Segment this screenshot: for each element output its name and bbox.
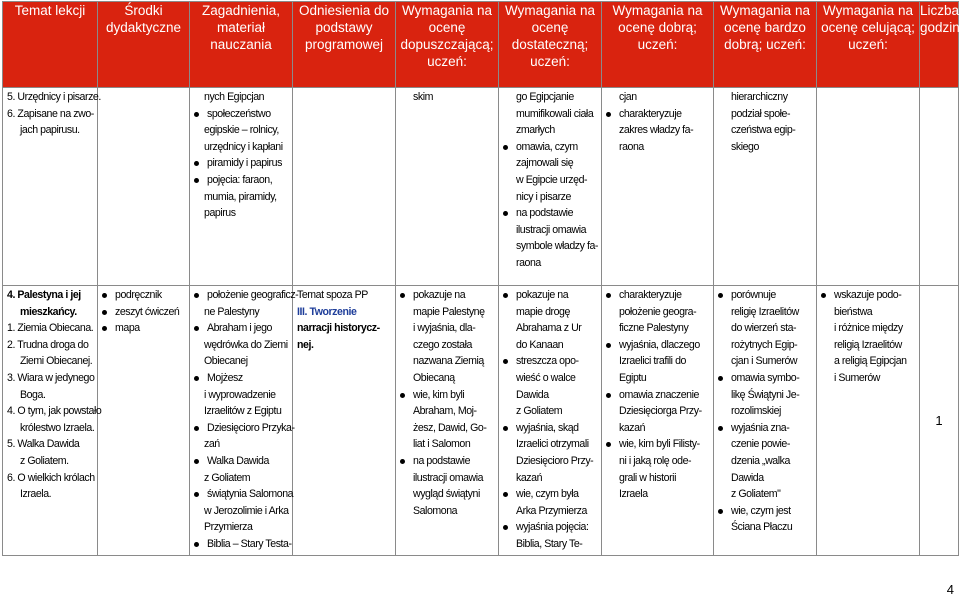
header-cell: Wymagania na ocenę bardzo dobrą; uczeń: (714, 2, 817, 88)
bullet-item: porównuje (718, 287, 814, 304)
bullet-item: wskazuje podo- (821, 287, 917, 304)
text-line: Dziesięcioro Przy- (516, 454, 594, 467)
text-line: ilustracji omawia (516, 223, 587, 236)
bullet-item: wyjaśnia, dlaczego (606, 337, 711, 354)
text-line: Izraela (619, 488, 648, 501)
cell-content (293, 286, 395, 353)
text-line: narracji historycz- (297, 322, 380, 335)
text-line: ficzne Palestyny (619, 322, 689, 335)
cell-content (3, 88, 101, 139)
bullet-item: wie, czym była (503, 486, 599, 503)
text-line: w Jerozolimie i Arka (204, 504, 289, 517)
text-line: Obiecaną (413, 371, 455, 384)
text-line: bieństwa (834, 305, 873, 318)
table-cell (98, 286, 190, 556)
table-cell (499, 286, 602, 556)
text-line: i wyprowadzenie (204, 388, 276, 401)
text-line: ne Palestyny (204, 305, 260, 318)
text-line: Przymierza (204, 521, 253, 534)
text-line: grali w historii (619, 471, 676, 484)
text-line: cjan (619, 91, 637, 103)
text-line: raona (619, 140, 644, 153)
bullet-item: streszcza opo- (503, 353, 599, 370)
table-row (3, 88, 959, 286)
table-body (3, 88, 959, 556)
header-cell: Wymagania na ocenę dostateczną; uczeń: (499, 2, 602, 88)
hours-cell: 1 (920, 286, 959, 556)
bullet-item: Abraham i jego (194, 320, 290, 337)
text-line: jach papirusu. (20, 124, 80, 137)
text-line: Izraelici trafili do (619, 355, 686, 368)
header-cell: Wymagania na ocenę dopuszczającą; uczeń: (396, 2, 499, 88)
text-line: Dawida (516, 388, 549, 401)
text-line: skim (413, 91, 433, 103)
text-line: Obiecanej (204, 355, 248, 368)
page-number: 4 (946, 582, 954, 597)
table-cell (98, 88, 190, 286)
table-cell (920, 88, 959, 286)
header-cell: Odniesienia do podstawy programowej (293, 2, 396, 88)
cell-content (396, 88, 498, 106)
text-line: mapie Palestynę (413, 305, 485, 318)
text-line: z Goliatem (204, 471, 251, 484)
text-line: królestwo Izraela. (20, 421, 95, 434)
text-line: Boga. (20, 388, 46, 401)
header-cell: Zagadnienia, materiał nauczania (190, 2, 293, 88)
text-line: położenie geogra- (619, 305, 697, 318)
text-line: urzędnicy i kapłani (204, 140, 283, 153)
bullet-item: omawia, czym (503, 139, 599, 156)
text-line: Izraelici otrzymali (516, 438, 589, 451)
text-line: rozolimskiej (731, 405, 781, 418)
bullet-item: charakteryzuje (606, 287, 711, 304)
text-line: i wyjaśnia, dla- (413, 322, 476, 335)
text-line: nych Egipcjan (204, 91, 265, 103)
bullet-item: świątynia Salomona (194, 486, 290, 503)
table-cell (3, 88, 101, 286)
bullet-item: omawia symbo- (718, 370, 814, 387)
bullet-item: Dziesięcioro Przyka- (194, 420, 290, 437)
text-line: a religią Egipcjan (834, 355, 907, 368)
cell-content (817, 88, 919, 89)
table-cell (190, 88, 293, 286)
header-cell: Temat lekcji (3, 2, 98, 88)
text-line: nazwana Ziemią (413, 355, 484, 368)
table-cell (190, 286, 299, 556)
bullet-item: pokazuje na (503, 287, 599, 304)
text-line: religią Izraelitów (834, 338, 902, 351)
text-line: wygląd świątyni (413, 488, 480, 501)
text-line: liat i Salomon (413, 438, 471, 451)
header-row (3, 2, 959, 88)
text-line: dzenia „walka (731, 454, 790, 467)
bullet-item: Walka Dawida (194, 453, 290, 470)
text-line: mumifikowali ciała (516, 107, 594, 120)
text-line: mapie drogę (516, 305, 570, 318)
text-line: papirus (204, 207, 236, 220)
header-cell: Wymagania na ocenę dobrą; uczeń: (602, 2, 714, 88)
text-line: czenie powie- (731, 438, 790, 451)
table-cell (817, 88, 920, 286)
bullet-item: charakteryzuje (606, 106, 711, 123)
text-line: kazań (619, 421, 646, 434)
text-line: 1. Ziemia Obiecana. (7, 322, 94, 335)
table-cell (293, 88, 396, 286)
cell-content (714, 286, 816, 536)
table-cell (293, 286, 396, 556)
text-line: skiego (731, 140, 759, 153)
text-line: z Goliatem" (731, 488, 781, 501)
bullet-item: na podstawie (503, 205, 599, 222)
text-line: 6. O wielkich królach (7, 471, 95, 484)
text-line: mumia, piramidy, (204, 190, 277, 203)
table-cell (499, 88, 602, 286)
bullet-item: wie, kim byli Filisty- (606, 436, 711, 453)
header-cell: Środki dydaktyczne (98, 2, 190, 88)
text-line: cjan i Sumerów (731, 355, 798, 368)
cell-content (714, 88, 816, 155)
text-line: Dawida (731, 471, 764, 484)
text-line: Dziesięciorga Przy- (619, 405, 702, 418)
cell-content (98, 88, 189, 89)
text-line: kazań (516, 471, 543, 484)
table-cell (3, 286, 102, 556)
text-line: 2. Trudna droga do (7, 338, 89, 351)
bullet-item: wie, kim byli (400, 387, 496, 404)
text-line: Izraela. (20, 488, 52, 501)
text-line: 4. Palestyna i jej (7, 289, 81, 301)
bullet-item: podręcznik (102, 287, 187, 304)
text-line: podział społe- (731, 107, 791, 120)
text-line: czeństwa egip- (731, 124, 796, 137)
bullet-item: wyjaśnia pojęcia: (503, 519, 599, 536)
bullet-item: piramidy i papirus (194, 155, 290, 172)
table-cell (714, 286, 817, 556)
table-cell (396, 88, 499, 286)
header-cell: Liczba godzin (920, 2, 959, 88)
table-cell (602, 286, 714, 556)
text-line: Temat spoza PP (297, 289, 368, 301)
cell-content (602, 286, 713, 503)
text-line: rożytnych Egip- (731, 338, 798, 351)
text-line: 5. Walka Dawida (7, 438, 80, 451)
text-line: religię Izraelitów (731, 305, 799, 318)
text-line: 4. O tym, jak powstało (7, 405, 102, 418)
cell-content (920, 88, 958, 89)
text-line: 3. Wiara w jedynego (7, 371, 95, 384)
text-line: wieść o walce (516, 371, 576, 384)
table-cell (396, 286, 499, 556)
text-line: zakres władzy fa- (619, 124, 694, 137)
text-line: ni i jaką rolę ode- (619, 454, 692, 467)
table-cell (714, 88, 817, 286)
text-line: do Kanaan (516, 338, 564, 351)
text-line: hierarchiczny (731, 91, 788, 103)
header-cell: Wymagania na ocenę celującą; uczeń: (817, 2, 920, 88)
text-line: raona (516, 256, 541, 269)
lesson-plan-table (2, 1, 959, 556)
text-line: ilustracji omawia (413, 471, 484, 484)
cell-content (190, 286, 299, 553)
cell-content (499, 286, 601, 553)
cell-content (190, 88, 292, 222)
text-line: Abrahama z Ur (516, 322, 582, 335)
cell-content (3, 286, 102, 503)
text-line: zajmowali się (516, 157, 574, 170)
text-line: Arka Przymierza (516, 504, 587, 517)
text-line: zań (204, 438, 220, 451)
text-line: Egiptu (619, 371, 647, 384)
cell-content (293, 88, 395, 89)
text-line: Ziemi Obiecanej. (20, 355, 93, 368)
bullet-item: mapa (102, 320, 187, 337)
text-line: wędrówka do Ziemi (204, 338, 288, 351)
bullet-item: wyjaśnia zna- (718, 420, 814, 437)
bullet-item: wie, czym jest (718, 503, 814, 520)
text-line: zmarłych (516, 124, 555, 137)
cell-content (602, 88, 713, 155)
bullet-item: położenie geograficz- (194, 287, 290, 304)
cell-content (499, 88, 601, 272)
text-line: Izraelitów z Egiptu (204, 405, 282, 418)
text-line: i różnice między (834, 322, 903, 335)
bullet-item: Mojżesz (194, 370, 290, 387)
text-line: nicy i pisarze (516, 190, 571, 203)
text-line: egipskie – rolnicy, (204, 124, 279, 137)
text-line: w Egipcie urzęd- (516, 173, 588, 186)
table-cell (602, 88, 714, 286)
bullet-item: społeczeństwo (194, 106, 290, 123)
text-line: symbole władzy fa- (516, 240, 598, 253)
text-line: nej. (297, 338, 314, 351)
text-line: z Goliatem. (20, 454, 69, 467)
bullet-item: omawia znaczenie (606, 387, 711, 404)
table-cell (817, 286, 920, 556)
text-line: do wierzeń sta- (731, 322, 797, 335)
cell-content (817, 286, 919, 387)
cell-content (396, 286, 498, 519)
text-line: z Goliatem (516, 405, 563, 418)
text-line: Salomona (413, 504, 458, 517)
text-line: go Egipcjanie (516, 91, 574, 103)
text-line: 5. Urzędnicy i pisarze. (7, 91, 101, 103)
text-line: 6. Zapisane na zwo- (7, 107, 94, 120)
bullet-item: na podstawie (400, 453, 496, 470)
bullet-item: pojęcia: faraon, (194, 172, 290, 189)
text-line: i Sumerów (834, 371, 880, 384)
text-line: czego została (413, 338, 472, 351)
text-line: żesz, Dawid, Go- (413, 421, 487, 434)
text-line: mieszkańcy. (20, 305, 77, 318)
bullet-item: wyjaśnia, skąd (503, 420, 599, 437)
bullet-item: zeszyt ćwiczeń (102, 304, 187, 321)
text-line: Abraham, Moj- (413, 405, 477, 418)
text-line: Biblia, Stary Te- (516, 537, 583, 550)
bullet-item: pokazuje na (400, 287, 496, 304)
table-row (3, 286, 959, 556)
text-line: Ściana Płaczu (731, 521, 793, 534)
text-line: III. Tworzenie (297, 305, 357, 318)
bullet-item: Biblia – Stary Testa- (194, 536, 290, 553)
text-line: likę Świątyni Je- (731, 388, 800, 401)
cell-content (98, 286, 189, 337)
